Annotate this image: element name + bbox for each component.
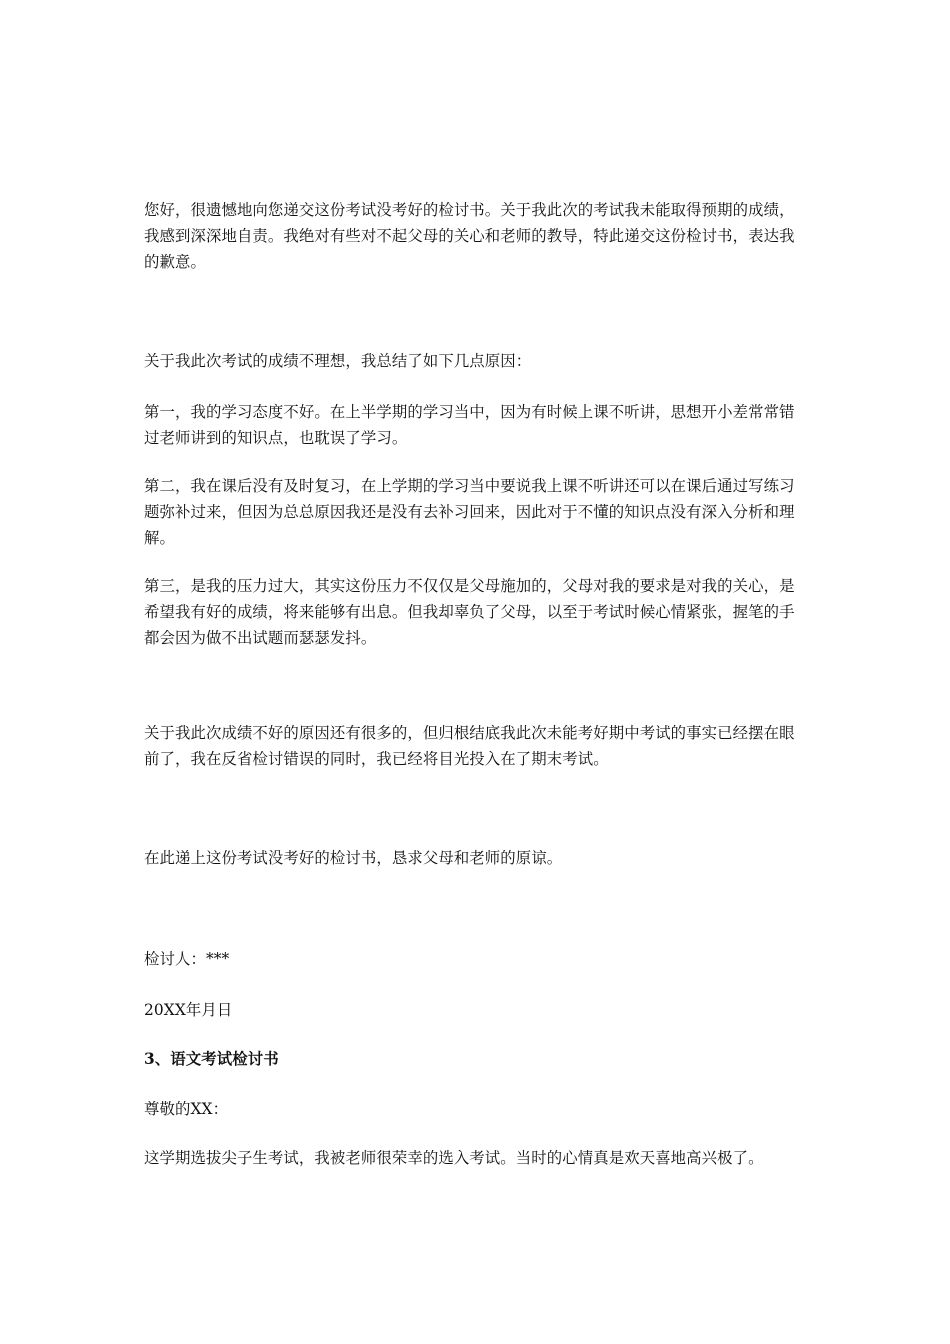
section-3-body-paragraph: 这学期选拔尖子生考试，我被老师很荣幸的选入考试。当时的心情真是欢天喜地高兴极了。	[144, 1149, 764, 1167]
reasons-lead-paragraph: 关于我此次考试的成绩不理想，我总结了如下几点原因：	[144, 352, 532, 370]
conclusion-paragraph: 关于我此次成绩不好的原因还有很多的，但归根结底我此次未能考好期中考试的事实已经摆在眼前了，我在反省检讨错误的同时，我已经将目光投入在了期末考试。	[144, 724, 795, 768]
closing-paragraph: 在此递上这份考试没考好的检讨书，恳求父母和老师的原谅。	[144, 849, 563, 867]
reason-3-paragraph: 第三，是我的压力过大，其实这份压力不仅仅是父母施加的，父母对我的要求是对我的关心，是希望我有好的成绩，将来能够有出息。但我却辜负了父母，以至于考试时候心情紧张，握笔的手都会因为做不出试题而瑟瑟发抖。	[144, 577, 795, 647]
reason-1-paragraph: 第一，我的学习态度不好。在上半学期的学习当中，因为有时候上课不听讲，思想开小差常常错过老师讲到的知识点，也耽误了学习。	[144, 403, 795, 447]
section-3-salutation: 尊敬的XX：	[144, 1100, 229, 1118]
reason-2-paragraph: 第二，我在课后没有及时复习，在上学期的学习当中要说我上课不听讲还可以在课后通过写练习题弥补过来，但因为总总原因我还是没有去补习回来，因此对于不懂的知识点没有深入分析和理解。	[144, 477, 795, 547]
signature-line: 检讨人：***	[144, 950, 230, 968]
intro-paragraph: 您好，很遗憾地向您递交这份考试没考好的检讨书。关于我此次的考试我未能取得预期的成绩，我感到深深地自责。我绝对有些对不起父母的关心和老师的教导，特此递交这份检讨书，表达我的歉意。	[144, 201, 795, 271]
section-3-heading: 3、语文考试检讨书	[144, 1050, 279, 1068]
date-line: 20XX年月日	[144, 1001, 233, 1019]
